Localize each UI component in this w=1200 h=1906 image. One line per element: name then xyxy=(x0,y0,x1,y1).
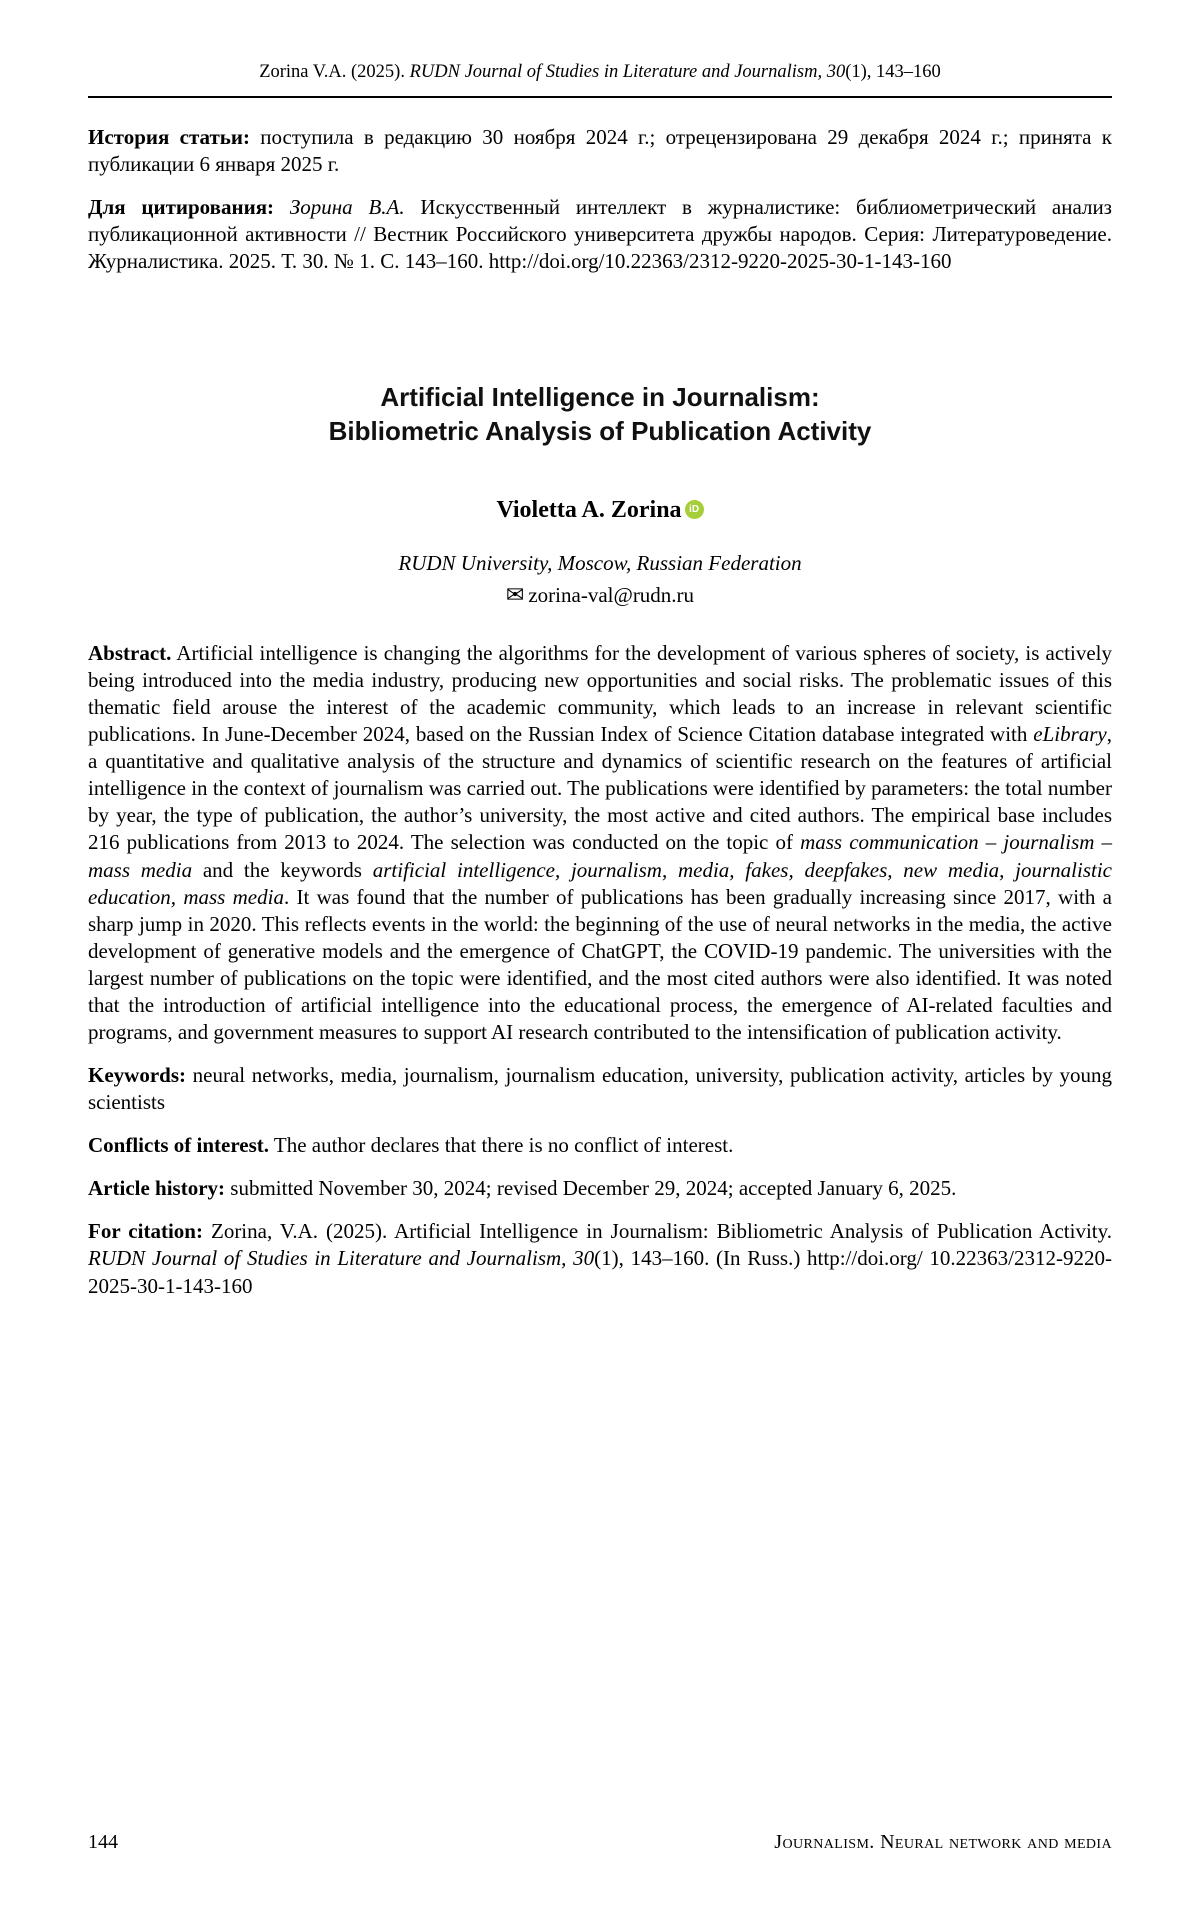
orcid-icon[interactable]: iD xyxy=(685,500,704,519)
text-run: Keywords: xyxy=(88,1063,186,1088)
text-run: RUDN Journal of Studies in Literature and Journalism, 30 xyxy=(88,1246,595,1271)
text-run: . It was found that the number of publications has been gradually increasing since 2017, with a sharp jump in 2020. This reflects events in the world: the beginning of the use of neural networks in the media, the active development of generative models and the emergence of ChatGPT, the COVID-19 pandemic. The universities with the largest number of publications on the topic were identified, and the most cited authors were also identified. It was noted that the introduction of artificial intelligence into the educational process, the emergence of AI-related faculties and programs, and government measures to support AI research contributed to the intensification of publication activity. xyxy=(88,884,1112,1045)
text-run: Artificial intelligence is changing the algorithms for the development of various spheres of society, is actively being introduced into the media industry, producing new opportunities and social risks. The problematic issues of this thematic field arouse the interest of the academic community, which leads to an increase in relevant scientific publications. In June-December 2024, based on the Russian Index of Science Citation database integrated with xyxy=(88,640,1112,747)
envelope-icon: ✉ xyxy=(505,582,525,608)
text-run: neural networks, media, journalism, journalism education, university, publication activity, articles by young scientists xyxy=(88,1063,1112,1115)
text-run: Article history: xyxy=(88,1176,226,1201)
text-run: eLibrary xyxy=(1033,722,1107,747)
text-run: , a quantitative and qualitative analysis of the structure and dynamics of scientific research on the features of artificial intelligence in the context of journalism was carried out. The publications were identified by parameters: the total number by year, the type of publication, the author’s university, the most active and cited authors. The empirical base includes 216 publications from 2013 to 2024. The selection was conducted on the topic of xyxy=(88,722,1112,855)
text-run: mass communication – journalism – mass media xyxy=(88,830,1113,882)
text-run: Zorina, V.A. (2025). Artificial Intelligence in Journalism: Bibliometric Analysis of Publication Activity. xyxy=(202,1219,1112,1244)
header-rule xyxy=(88,96,1112,98)
text-run: поступила в редакцию 30 ноября 2024 г.; отрецензирована 29 декабря 2024 г.; принята к публикации 6 января 2025 г. xyxy=(88,125,1112,177)
article-history-ru xyxy=(88,124,1112,178)
author-name: Violetta A. Zorina xyxy=(496,497,682,524)
page-number: 144 xyxy=(88,1831,118,1853)
text-run: and the keywords xyxy=(192,857,373,882)
text-run: Искусственный интеллект в журналистике: библиометрический анализ публикационной активности // Вестник Российского университета дружбы народов. Серия: Литературоведение. Журналистика. 2025. Т. 30. № 1. С. 143–160. http://doi.org/10.22363/2312-9220-2025-30-1-143-160 xyxy=(88,195,1112,274)
title-line-2: Bibliometric Analysis of Publication Activity xyxy=(328,416,872,447)
article-history-en xyxy=(88,1175,1112,1202)
author-email: zorina-val@rudn.ru xyxy=(528,583,695,608)
email-line xyxy=(88,581,1112,610)
article-title xyxy=(88,381,1112,449)
text-run: Zorina V.A. (2025). xyxy=(259,62,410,82)
author-affiliation: RUDN University, Moscow, Russian Federation xyxy=(398,551,802,576)
title-line-1: Artificial Intelligence in Journalism: xyxy=(380,382,820,413)
page-footer xyxy=(88,1831,1112,1854)
abstract-paragraph xyxy=(88,640,1112,1046)
text-run: (1), 143–160. (In Russ.) http://doi.org/ 10.22363/2312-9220-2025-30-1-143-160 xyxy=(88,1246,1113,1298)
text-run: Для цитирования: xyxy=(88,195,275,220)
author-line xyxy=(88,497,1112,524)
text-run: The author declares that there is no conflict of interest. xyxy=(269,1133,734,1158)
text-run: For citation: xyxy=(88,1219,203,1244)
text-run: (1), 143–160 xyxy=(845,62,941,82)
text-run: Conflicts of interest. xyxy=(88,1133,269,1158)
running-footer: Journalism. Neural network and media xyxy=(774,1831,1112,1853)
citation-ru xyxy=(88,194,1112,275)
text-run: RUDN Journal of Studies in Literature and Journalism, 30 xyxy=(409,62,846,82)
text-run: artificial intelligence, journalism, media, fakes, deepfakes, new media, journalistic education, mass media xyxy=(88,857,1112,909)
keywords-paragraph xyxy=(88,1062,1112,1116)
running-head xyxy=(88,60,1112,84)
text-run xyxy=(274,195,290,219)
citation-en xyxy=(88,1218,1112,1299)
text-run: История статьи: xyxy=(88,125,250,150)
text-run: submitted November 30, 2024; revised December 29, 2024; accepted January 6, 2025. xyxy=(225,1176,957,1201)
text-run: Abstract. xyxy=(88,640,172,665)
conflicts-of-interest-paragraph xyxy=(88,1132,1112,1159)
text-run: Зорина В.А. xyxy=(289,195,405,220)
